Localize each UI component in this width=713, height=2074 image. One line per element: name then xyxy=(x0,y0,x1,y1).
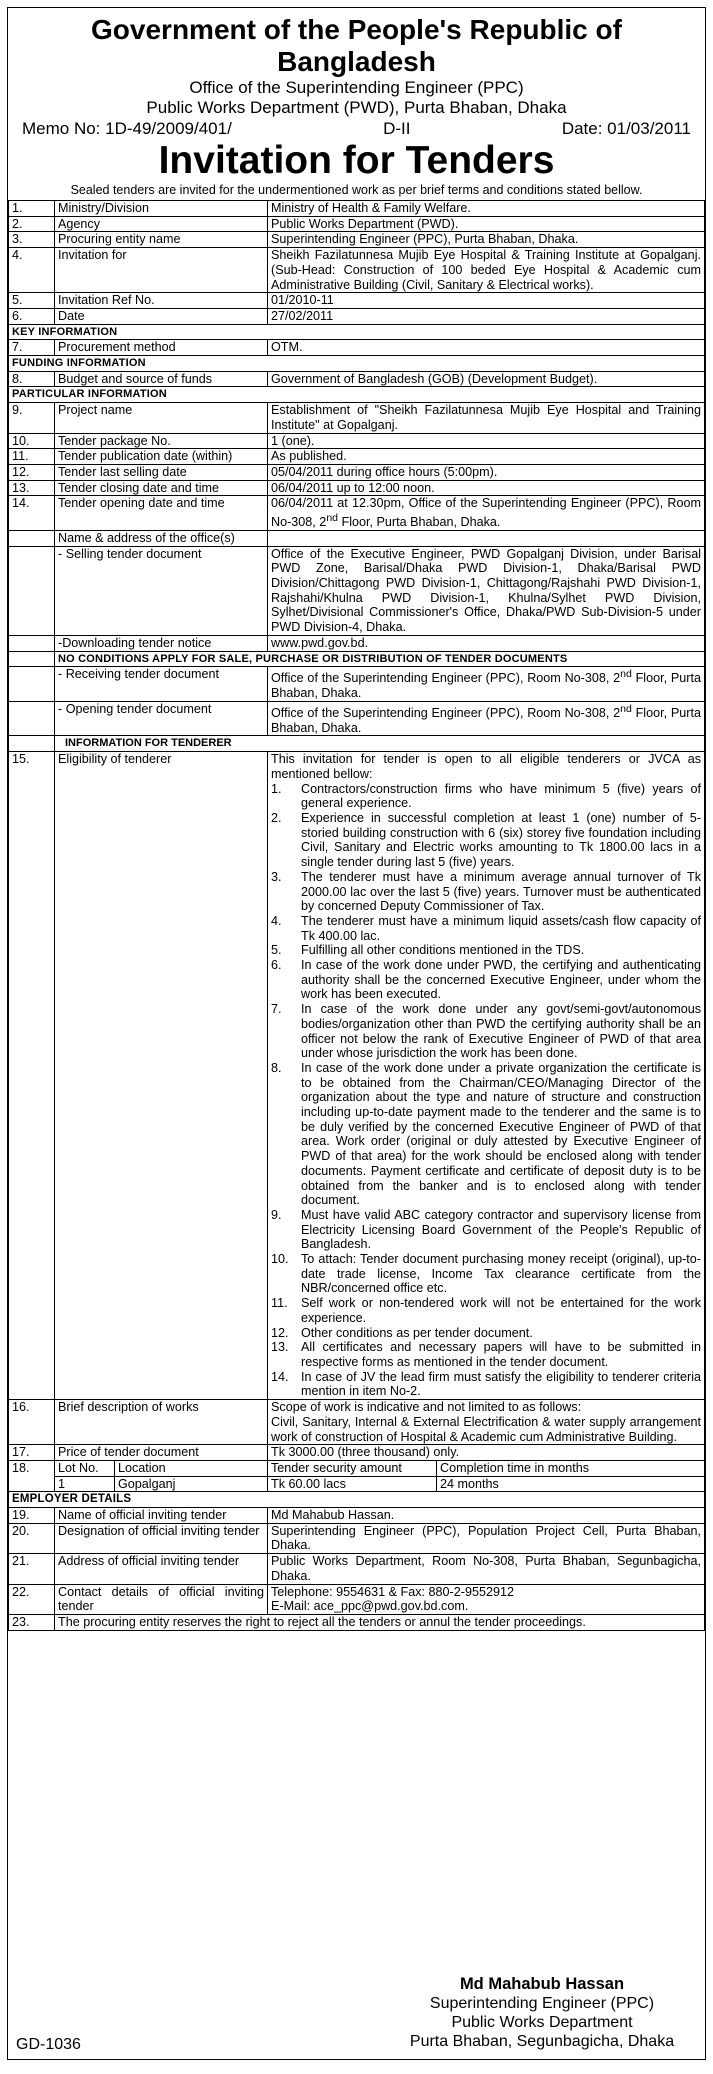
eligibility-intro: This invitation for tender is open to all eligible tenderers or JVCA as mentioned bellow: xyxy=(271,752,701,781)
list-item-number: 1. xyxy=(271,781,282,796)
lot-location: Gopalganj xyxy=(115,1476,268,1491)
row-value: Office of the Executive Engineer, PWD Gopalganj Division, under Barisal PWD Zone, Barisal/Dhaka PWD Division-1, Dhaka/Barisal PWD Division/Chittagong PWD Division-1, Chittagong/Rajshahi PWD Division-1, Rajshahi/Khulna PWD Division-1, Khulna/Sylhet PWD Division, Sylhet/Divisional Commissioner's Office, Dhaka/PWD Sub-Division-5 under PWD Division-4, Dhaka. xyxy=(268,546,705,635)
row-number: 13. xyxy=(9,480,55,496)
list-item-text: In case of the work done under any govt/semi-govt/autonomous bodies/organization other than PWD the certifying authority shall be an officer not below the rank of Executive Engineer of PWD of that area under whose jurisdiction the work has been done. xyxy=(301,1002,701,1061)
row-number: 4. xyxy=(9,248,55,293)
row-value xyxy=(268,1584,705,1614)
row-label: Name of official inviting tender xyxy=(55,1508,268,1524)
row-number: 3. xyxy=(9,232,55,248)
list-item xyxy=(271,1002,701,1061)
row-value: Public Works Department (PWD). xyxy=(268,216,705,232)
row-number: 16. xyxy=(9,1400,55,1445)
security-table xyxy=(268,1461,704,1491)
table-row xyxy=(9,496,705,531)
list-item-text: The tenderer must have a minimum liquid assets/cash flow capacity of Tk 400.00 lac. xyxy=(301,913,701,943)
table-row xyxy=(9,1584,705,1614)
section-information-for-tenderer: INFORMATION FOR TENDERER xyxy=(55,736,705,752)
table-row xyxy=(9,433,705,449)
row-value: As published. xyxy=(268,449,705,465)
tender-notice xyxy=(7,7,706,2060)
list-item xyxy=(271,1326,701,1341)
row-value: Md Mahabub Hassan. xyxy=(268,1508,705,1524)
memo-date: Date: 01/03/2011 xyxy=(561,119,691,138)
row-label: Ministry/Division xyxy=(55,201,268,217)
list-item-number: 2. xyxy=(271,810,282,825)
list-item-text: Self work or non-tendered work will not be entertained for the work experience. xyxy=(301,1296,701,1325)
row-number: 14. xyxy=(9,496,55,531)
security-header: Tender security amount xyxy=(268,1461,437,1476)
list-item-text: Fulfilling all other conditions mentioned in the TDS. xyxy=(301,943,585,958)
row-value: Superintending Engineer (PPC), Population Project Cell, Purta Bhaban, Dhaka. xyxy=(268,1523,705,1553)
row-value: Establishment of "Sheikh Fazilatunnesa Mujib Eye Hospital and Training Institute" at Gopalganj. xyxy=(268,403,705,433)
list-item-number: 7. xyxy=(271,1002,282,1017)
row-number: 22. xyxy=(9,1584,55,1614)
row-number: 20. xyxy=(9,1523,55,1553)
value-text: Floor, Purta Bhaban, Dhaka. xyxy=(271,706,701,735)
list-item-number: 9. xyxy=(271,1207,282,1222)
table-row xyxy=(9,530,705,546)
memo-line xyxy=(8,118,705,139)
row-label: Designation of official inviting tender xyxy=(55,1523,268,1553)
row-label: - Selling tender document xyxy=(55,546,268,635)
row-number: 9. xyxy=(9,403,55,433)
row-label: - Receiving tender document xyxy=(55,667,268,702)
value-text: Scope of work is indicative and not limited to as follows: xyxy=(271,1400,582,1415)
header xyxy=(8,14,705,118)
row-label: Contact details of official inviting tender xyxy=(55,1584,268,1614)
row-label: Brief description of works xyxy=(55,1400,268,1445)
table-row xyxy=(9,449,705,465)
table-row xyxy=(9,403,705,433)
table-row xyxy=(9,340,705,356)
signature-block xyxy=(397,1975,687,2051)
signatory-designation: Superintending Engineer (PPC) xyxy=(429,1995,655,2012)
table-row xyxy=(9,1523,705,1553)
list-item-number: 14. xyxy=(271,1369,289,1384)
value-text: Floor, Purta Bhaban, Dhaka. xyxy=(338,515,501,530)
value-superscript: nd xyxy=(620,668,632,681)
row-value: Tk 3000.00 (three thousand) only. xyxy=(268,1445,705,1461)
section-row xyxy=(9,387,705,403)
tender-table xyxy=(8,200,705,1631)
table-row xyxy=(9,201,705,217)
row-number: 18. xyxy=(9,1460,55,1491)
row-label: Date xyxy=(55,308,268,324)
table-row xyxy=(9,480,705,496)
list-item xyxy=(271,1252,701,1296)
list-item-text: In case of the work done under PWD, the certifying and authenticating authority shall be the concerned Executive Engineer, under whom the work has been executed. xyxy=(301,958,701,1002)
footer-code: GD-1036 xyxy=(16,2036,81,2053)
table-row xyxy=(9,248,705,293)
list-item xyxy=(271,1370,701,1399)
table-row xyxy=(9,1508,705,1524)
row-number: 12. xyxy=(9,464,55,480)
table-row xyxy=(9,293,705,309)
signatory-name: Md Mahabub Hassan xyxy=(459,1975,625,1993)
table-row xyxy=(9,635,705,651)
list-item-text: In case of JV the lead firm must satisfy the eligibility to tenderer criteria mention in item No-2. xyxy=(301,1369,701,1399)
row-label: Tender last selling date xyxy=(55,464,268,480)
row-number: 17. xyxy=(9,1445,55,1461)
division-code: D-II xyxy=(383,119,411,138)
section-row xyxy=(9,651,705,667)
list-item xyxy=(271,1340,701,1369)
intro-text: Sealed tenders are invited for the undermentioned work as per brief terms and conditions stated bellow. xyxy=(70,183,643,197)
row-number: 5. xyxy=(9,293,55,309)
table-row xyxy=(9,232,705,248)
table-row xyxy=(9,701,705,736)
list-item xyxy=(271,958,701,1002)
table-row xyxy=(9,1445,705,1461)
row-number: 10. xyxy=(9,433,55,449)
row-value: 05/04/2011 during office hours (5:00pm). xyxy=(268,464,705,480)
list-item xyxy=(271,1296,701,1325)
row-label: Price of tender document xyxy=(55,1445,268,1461)
list-item xyxy=(271,914,701,943)
signatory-address: Purta Bhaban, Segunbagicha, Dhaka xyxy=(409,2033,675,2050)
section-row xyxy=(9,1492,705,1508)
row-label: Tender publication date (within) xyxy=(55,449,268,465)
row-value: Ministry of Health & Family Welfare. xyxy=(268,201,705,217)
contact-email: E-Mail: ace_ppc@pwd.gov.bd.com. xyxy=(271,1599,469,1614)
table-row xyxy=(9,216,705,232)
list-item-text: In case of the work done under a private organization the certificate is to be obtained from the Chairman/CEO/Managing Director of the organization about the type and nature of structure and construction including up-to-date payment made to the tenderer and the same is to be duly verified by the concerned Executive Engineer of PWD of that area. Work order (original or duly attested by Executive Engineer of PWD of that area) for the work should be enclosed along with tender documents. Payment certificate and certificate of deposit duty is to be obtained from the banker and is to enclosed along with tender document. xyxy=(301,1060,701,1208)
row-label: Project name xyxy=(55,403,268,433)
list-item xyxy=(271,1208,701,1252)
row-label: Tender closing date and time xyxy=(55,480,268,496)
row-value: The procuring entity reserves the right to reject all the tenders or annul the tender proceedings. xyxy=(55,1614,705,1630)
row-number: 2. xyxy=(9,216,55,232)
list-item-number: 3. xyxy=(271,869,282,884)
table-row xyxy=(9,308,705,324)
list-item-text: To attach: Tender document purchasing money receipt (original), up-to-date trade license, Income Tax clearance certificate from the NBR/concerned office etc. xyxy=(301,1252,701,1296)
row-label: Name & address of the office(s) xyxy=(55,530,268,546)
lot-header: Lot No. xyxy=(55,1461,115,1476)
value-text: Floor, Purta Bhaban, Dhaka. xyxy=(271,671,701,701)
table-row xyxy=(9,546,705,635)
row-number: 15. xyxy=(9,752,55,1400)
value-text: Office of the Superintending Engineer (PPC), Room No-308, 2 xyxy=(271,706,621,721)
table-row xyxy=(9,1400,705,1445)
list-item-number: 13. xyxy=(271,1340,289,1355)
section-employer-details: EMPLOYER DETAILS xyxy=(9,1492,705,1508)
location-header: Location xyxy=(115,1461,268,1476)
value-text: 06/04/2011 at 12.30pm, Office of the Superintending Engineer (PPC), Room No-308, 2 xyxy=(271,496,701,530)
list-item-text: All certificates and necessary papers will have to be submitted in respective forms as mentioned in the tender document. xyxy=(301,1340,701,1369)
row-label: Procurement method xyxy=(55,340,268,356)
list-item xyxy=(271,811,701,870)
list-item xyxy=(271,943,701,958)
section-funding-information: FUNDING INFORMATION xyxy=(9,356,705,372)
list-item-number: 6. xyxy=(271,958,282,973)
row-value: 1 (one). xyxy=(268,433,705,449)
table-row xyxy=(9,667,705,702)
row-value: 01/2010-11 xyxy=(268,293,705,309)
row-number: 21. xyxy=(9,1554,55,1584)
list-item-text: Experience in successful completion at least 1 (one) number of 5-storied building construction with 6 (six) storey five foundation including Civil, Sanitary and Electric works amounting to Tk 1800.00 lacs in a single tender during last 5 (five) years. xyxy=(301,810,701,870)
row-label: Tender opening date and time xyxy=(55,496,268,531)
row-value xyxy=(268,1400,705,1445)
row-number: 11. xyxy=(9,449,55,465)
completion-header: Completion time in months xyxy=(437,1461,705,1476)
row-label: Procuring entity name xyxy=(55,232,268,248)
completion-time: 24 months xyxy=(437,1476,705,1491)
contact-phone: Telephone: 9554631 & Fax: 880-2-9552912 xyxy=(271,1584,514,1599)
table-row xyxy=(9,752,705,1400)
security-cell xyxy=(268,1460,705,1491)
table-row xyxy=(9,1460,705,1491)
list-item-number: 8. xyxy=(271,1060,282,1075)
row-number: 23. xyxy=(9,1614,55,1630)
value-text: Civil, Sanitary, Internal & External Electrification & water supply arrangement work of construction of Hospital & Academic cum Administrative Building. xyxy=(271,1414,701,1444)
row-value: OTM. xyxy=(268,340,705,356)
list-item-number: 11. xyxy=(271,1296,288,1311)
value-text: Office of the Superintending Engineer (PPC), Room No-308, 2 xyxy=(271,671,621,686)
office-name: Office of the Superintending Engineer (PPC) xyxy=(189,78,524,97)
row-number: 6. xyxy=(9,308,55,324)
row-label: Agency xyxy=(55,216,268,232)
row-value: Sheikh Fazilatunnesa Mujib Eye Hospital & Training Institute at Gopalganj. (Sub-Head: Construction of 100 beded Eye Hospital & Academic cum Administrative Building (Civil, Sanitary & Electrical works). xyxy=(268,248,705,293)
row-value: Public Works Department, Room No-308, Purta Bhaban, Segunbagicha, Dhaka. xyxy=(268,1554,705,1584)
row-label: Invitation for xyxy=(55,248,268,293)
eligibility-list xyxy=(271,782,701,1400)
list-item-text: Must have valid ABC category contractor and supervisory license from Electricity Licensing Board Government of the People's Republic of Bangladesh. xyxy=(301,1207,701,1252)
signatory-department: Public Works Department xyxy=(451,2014,633,2031)
value-superscript: nd xyxy=(326,512,338,525)
section-no-conditions: NO CONDITIONS APPLY FOR SALE, PURCHASE OR DISTRIBUTION OF TENDER DOCUMENTS xyxy=(55,651,705,667)
section-row xyxy=(9,324,705,340)
list-item-number: 5. xyxy=(271,943,282,958)
department-name: Public Works Department (PWD), Purta Bhaban, Dhaka xyxy=(146,98,567,117)
lot-cell xyxy=(55,1460,268,1491)
row-value xyxy=(268,667,705,702)
row-label: Invitation Ref No. xyxy=(55,293,268,309)
table-row xyxy=(9,1614,705,1630)
section-key-information: KEY INFORMATION xyxy=(9,324,705,340)
row-value xyxy=(268,496,705,531)
section-particular-information: PARTICULAR INFORMATION xyxy=(9,387,705,403)
list-item xyxy=(271,782,701,811)
list-item-text: The tenderer must have a minimum average annual turnover of Tk 2000.00 lac over the last 5 (five) years. Turnover must be authenticated by concerned Deputy Commissioner of Tax. xyxy=(301,869,701,914)
row-value xyxy=(268,701,705,736)
row-label: Tender package No. xyxy=(55,433,268,449)
row-value: 27/02/2011 xyxy=(268,308,705,324)
row-value: www.pwd.gov.bd. xyxy=(268,635,705,651)
table-row xyxy=(9,1554,705,1584)
value-superscript: nd xyxy=(620,702,632,715)
table-row xyxy=(9,371,705,387)
row-label: -Downloading tender notice xyxy=(55,635,268,651)
list-item-text: Contractors/construction firms who have minimum 5 (five) years of general experience. xyxy=(301,781,701,811)
row-number: 8. xyxy=(9,371,55,387)
row-label: - Opening tender document xyxy=(55,701,268,736)
list-item-text: Other conditions as per tender document. xyxy=(301,1325,533,1340)
lot-number: 1 xyxy=(55,1476,115,1491)
row-label: Eligibility of tenderer xyxy=(55,752,268,1400)
row-label: Budget and source of funds xyxy=(55,371,268,387)
list-item-number: 10. xyxy=(271,1252,289,1267)
security-amount: Tk 60.00 lacs xyxy=(268,1476,437,1491)
lot-table xyxy=(55,1461,267,1491)
list-item-number: 4. xyxy=(271,913,282,928)
row-value: 06/04/2011 up to 12:00 noon. xyxy=(268,480,705,496)
row-label: Address of official inviting tender xyxy=(55,1554,268,1584)
list-item-number: 12. xyxy=(271,1325,289,1340)
table-row xyxy=(9,464,705,480)
page-title: Invitation for Tenders xyxy=(158,139,555,182)
row-number: 1. xyxy=(9,201,55,217)
section-row xyxy=(9,356,705,372)
eligibility-criteria xyxy=(268,752,705,1400)
row-value: Government of Bangladesh (GOB) (Development Budget). xyxy=(268,371,705,387)
section-row xyxy=(9,736,705,752)
government-title: Government of the People's Republic of Bangladesh xyxy=(91,14,622,77)
list-item xyxy=(271,1061,701,1208)
row-number: 7. xyxy=(9,340,55,356)
row-value: Superintending Engineer (PPC), Purta Bhaban, Dhaka. xyxy=(268,232,705,248)
row-number: 19. xyxy=(9,1508,55,1524)
memo-number: Memo No: 1D-49/2009/401/ xyxy=(22,119,232,138)
list-item xyxy=(271,870,701,914)
